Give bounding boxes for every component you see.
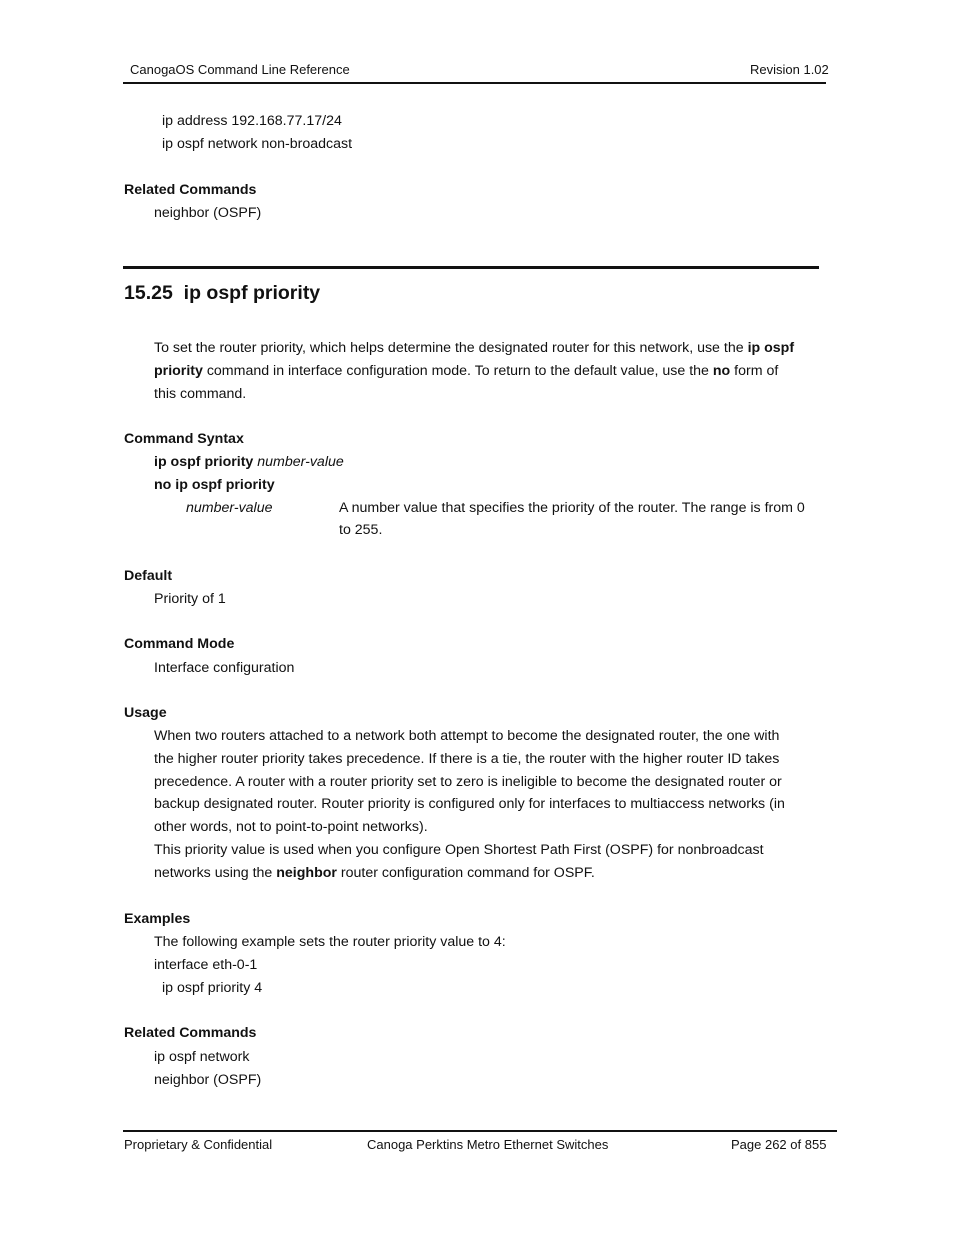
syntax-heading: Command Syntax [124,431,244,447]
footer-divider [123,1130,837,1132]
param-description: to 255. [339,522,383,538]
prev-related-item: neighbor (OSPF) [154,205,262,221]
header-title: CanogaOS Command Line Reference [130,62,350,77]
related-item: neighbor (OSPF) [154,1072,262,1088]
example-code-line: ip ospf priority 4 [162,980,263,996]
section-title [124,282,320,305]
prev-example-line: ip address 192.168.77.17/24 [162,113,342,129]
footer-confidential: Proprietary & Confidential [124,1137,273,1152]
syntax-no-command: no ip ospf priority [154,477,275,493]
command-name: priority [154,362,203,379]
syntax-command: ip ospf priority number-value [154,454,344,470]
default-text: Priority of 1 [154,591,226,607]
section-name: ip ospf priority [183,282,321,304]
examples-heading: Examples [124,911,191,927]
mode-text: Interface configuration [154,660,295,676]
mode-heading: Command Mode [124,636,235,652]
header-divider [123,82,826,84]
prev-example-line: ip ospf network non-broadcast [162,136,353,152]
examples-intro: The following example sets the router priority value to 4: [154,934,506,950]
footer-page-number: Page 262 of 855 [731,1137,827,1152]
default-heading: Default [124,568,173,584]
param-description: A number value that specifies the priority of the router. The range is from 0 [339,500,805,516]
related-item: ip ospf network [154,1049,250,1065]
param-name: number-value [186,500,273,516]
usage-heading: Usage [124,705,167,721]
neighbor-keyword: neighbor [276,864,337,881]
example-code-line: interface eth-0-1 [154,957,258,973]
prev-related-heading: Related Commands [124,182,257,198]
section-number: 15.25 [124,282,173,304]
intro-paragraph: To set the router priority, which helps determine the designated router for this network, use the ip ospf priority command in interface configuration mode. To return to the default value, use the no form of this command. [154,340,795,402]
related-heading: Related Commands [124,1025,257,1041]
header-revision: Revision 1.02 [750,62,829,77]
section-divider [123,266,819,269]
syntax-argument: number-value [257,454,344,470]
command-name: ip ospf [747,340,795,356]
usage-paragraph: When two routers attached to a network both attempt to become the designated router, the one with the higher router priority takes precedence. If there is a tie, the router with the higher router ID takes precedence. A router with a router priority set to zero is ineligible to become the designated router or backup designated router. Router priority is configured only for interfaces to multiaccess networks (in other words, not to point-to-point networks). This priority value is used when you configure Open Shortest Path First (OSPF) for nonbroadcast networks using the neighbor router configuration command for OSPF. [154,728,785,881]
no-keyword: no [712,362,731,379]
footer-product: Canoga Perktins Metro Ethernet Switches [367,1137,609,1152]
